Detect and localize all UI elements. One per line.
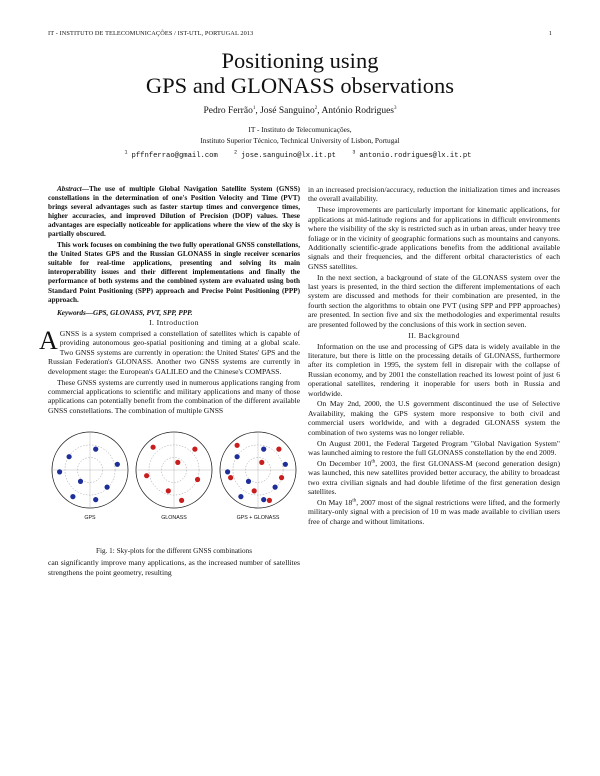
ordinal-sup: th xyxy=(371,459,376,465)
text-run: , 2007 most of the signal restrictions were lifted, and the formerly military-only signal with a precision of 10 m was made available to civilian users free of charge and without limitations. xyxy=(308,498,560,526)
gps-satellite-point xyxy=(283,462,288,467)
keywords: Keywords—GPS, GLONASS, PVT, SPP, PPP. xyxy=(57,308,193,317)
email-sup: 2 xyxy=(234,149,238,156)
affiliation xyxy=(0,124,600,146)
intro-paragraph-3: can significantly improve many applications, as the increased number of satellites strengthens the point geometry, resulting xyxy=(48,558,300,577)
glonass-satellite-point xyxy=(279,475,284,480)
affiliation-line-2: Instituto Superior Técnico, Technical University of Lisbon, Portugal xyxy=(200,136,400,145)
gps-satellite-point xyxy=(273,485,278,490)
glonass-satellite-point xyxy=(192,447,197,452)
abstract-paragraph-1 xyxy=(48,185,300,240)
glonass-satellite-point xyxy=(151,445,156,450)
affiliation-line-1: IT - Instituto de Telecomunicações, xyxy=(248,125,352,134)
left-column xyxy=(39,185,300,578)
author-sup: 3 xyxy=(394,105,397,111)
gps-satellite-point xyxy=(93,497,98,502)
abstract-text-1: —The use of multiple Global Navigation Satellite System (GNSS) constellations in the determination of one's Position Velocity and Time (PVT) brings several advantages such as faster startup times and convergence times, higher accuracies, and improved Dilution of Precision (DOP) values. These advantages are especially noticeable for applications where the view of the sky is partially obscured. xyxy=(48,185,300,239)
figure-caption: Fig. 1: Sky-plots for the different GNSS combinations xyxy=(96,547,252,556)
body-paragraph: Information on the use and processing of GPS data is widely available in the literature, but there is little on the processing details of GLONASS, furthermore after its completion in 1995, the system fell in disrepair with the collapse of Russian economy, and by 2001 the constellation reached its lowest point of just 6 operational satellites, rendering it inoperable for users both in Russia and worldwide. xyxy=(308,341,560,398)
glonass-satellite-point xyxy=(235,443,240,448)
glonass-satellite-point xyxy=(144,473,149,478)
email-link[interactable]: antonio.rodrigues@lx.it.pt xyxy=(359,152,472,160)
section-heading-background: II. Background xyxy=(408,330,460,340)
body-paragraph: On May 2nd, 2000, the U.S government discontinued the use of Selective Availability, making the GPS system more responsive to both civil and commercial users worldwide, and with a degraded GLONASS system the combination of two systems was no longer reliable. xyxy=(308,399,560,437)
gps-satellite-point xyxy=(105,485,110,490)
email-sup: 3 xyxy=(352,149,356,156)
body-paragraph: in an increased precision/accuracy, reduction the initialization times and increases the overall availability. xyxy=(308,185,560,204)
section-heading-introduction: I. Introduction xyxy=(149,318,199,328)
email-list xyxy=(0,149,600,160)
glonass-satellite-point xyxy=(252,488,257,493)
glonass-satellite-point xyxy=(175,460,180,465)
intro-paragraph-2: These GNSS systems are currently used in numerous applications ranging from commercial applications to scientific and military applications and many of those applications can potentially benefit from the combination of the different available GNSS constellations. The combination of multiple GNSS xyxy=(48,377,300,415)
gps-satellite-point xyxy=(115,462,120,467)
body-paragraph xyxy=(308,459,560,497)
running-header xyxy=(48,30,552,37)
gps-satellite-point xyxy=(70,494,75,499)
figure-skyplots xyxy=(48,425,300,543)
glonass-satellite-point xyxy=(228,475,233,480)
skyplot-label: GPS xyxy=(84,515,96,522)
gps-satellite-point xyxy=(235,454,240,459)
body-paragraph: On August 2001, the Federal Targeted Program "Global Navigation System" was launched aiming to restore the full GLONASS constellation by the end 2009. xyxy=(308,438,560,457)
gps-satellite-point xyxy=(78,479,83,484)
title-line-1: Positioning using xyxy=(221,48,379,73)
text-run: On May 18 xyxy=(317,498,353,507)
author-name: Pedro Ferrão xyxy=(203,106,253,116)
gps-satellite-point xyxy=(261,447,266,452)
text-run: On December 10 xyxy=(317,458,372,468)
glonass-satellite-point xyxy=(259,460,264,465)
skyplot-canvas xyxy=(48,425,300,525)
intro-text-1: GNSS is a system comprised a constellation of satellites which is capable of providing autonomous geo-spatial positioning and timing at a global scale. Two GNSS systems are currently in operation: the United States' GPS and the Russian Federation's GLONASS. Another two GNSS systems are currently in development stage: the European's GALILEO and the Chinese's COMPASS. xyxy=(48,329,300,376)
glonass-satellite-point xyxy=(195,477,200,482)
glonass-satellite-point xyxy=(179,498,184,503)
ordinal-sup: th xyxy=(352,498,357,504)
author-name: José Sanguino xyxy=(260,106,315,116)
body-paragraph: These improvements are particularly important for kinematic applications, for applications at mid-latitude regions and for applications in difficult environments where the visibility of the sky is restricted such as in urban areas, under heavy tree foliage or in the vicinity of geographic formations such as mountains and canyons. Additionally scientific-grade applications benefits from the additional available signals and their frequencies, and the different orbital characteristics of each GNSS satellites. xyxy=(308,205,560,271)
paper-title xyxy=(0,48,600,98)
glonass-satellite-point xyxy=(267,498,272,503)
email-link[interactable]: pffnferrao@gmail.com xyxy=(131,152,218,160)
glonass-satellite-point xyxy=(276,447,281,452)
author-list: Pedro Ferrão$^1$, José Sanguino$^2$, António Rodrigues$^3$ xyxy=(203,105,397,116)
gps-satellite-point xyxy=(261,497,266,502)
gps-satellite-point xyxy=(67,454,72,459)
text-run: , 2003, the first GLONASS-M (second generation design) was launched, this new satellites provided better accuracy, the ability to broadcast two extra civilian signals and had double lifetime of the first generation design satellites. xyxy=(308,458,560,497)
abstract-paragraph-2: This work focuses on combining the two fully operational GNSS constellations, the United States GPS and the Russian GLONASS in single receiver scenarios suitable for real-time applications, presenting and solving its main interoperability issues and their different implementations and finally the performance of both systems and the combined system are evaluated using both Standard Point Positioning (SPP) approach and Precise Point Positioning (PPP) approach. xyxy=(48,241,300,304)
author-sup: 1 xyxy=(252,105,256,111)
right-column xyxy=(308,185,560,528)
author-name: António Rodrigues xyxy=(321,106,395,116)
skyplot-label: GPS + GLONASS xyxy=(236,515,280,522)
running-head-text: IT - INSTITUTO DE TELECOMUNICAÇÕES / IST-UTL, PORTUGAL 2013 xyxy=(48,30,254,37)
glonass-satellite-point xyxy=(166,488,171,493)
drop-cap: A xyxy=(39,326,58,356)
gps-satellite-point xyxy=(225,469,230,474)
body-paragraph: In the next section, a background of state of the GLONASS system over the last years is presented, in the third section the different implementations of each system are discussed and methods for their combination are presented, in the fourth section the algorithms to obtain one PVT (using SPP and PPP approaches) are presented. In section five and six the methodologies and experimental results are presented followed by the conclusions of this work in section seven. xyxy=(308,272,560,329)
email-sup: 1 xyxy=(124,149,128,156)
author-sup: 2 xyxy=(314,105,318,111)
skyplot-label: GLONASS xyxy=(161,515,187,522)
gps-satellite-point xyxy=(246,479,251,484)
title-line-2: GPS and GLONASS observations xyxy=(145,73,455,98)
gps-satellite-point xyxy=(93,447,98,452)
body-paragraph xyxy=(308,498,560,526)
gps-satellite-point xyxy=(238,494,243,499)
abstract-label: Abstract xyxy=(57,185,82,193)
page-number: 1 xyxy=(548,30,552,37)
intro-paragraph-1 xyxy=(39,326,300,376)
email-link[interactable]: jose.sanguino@lx.it.pt xyxy=(241,152,336,160)
gps-satellite-point xyxy=(57,469,62,474)
